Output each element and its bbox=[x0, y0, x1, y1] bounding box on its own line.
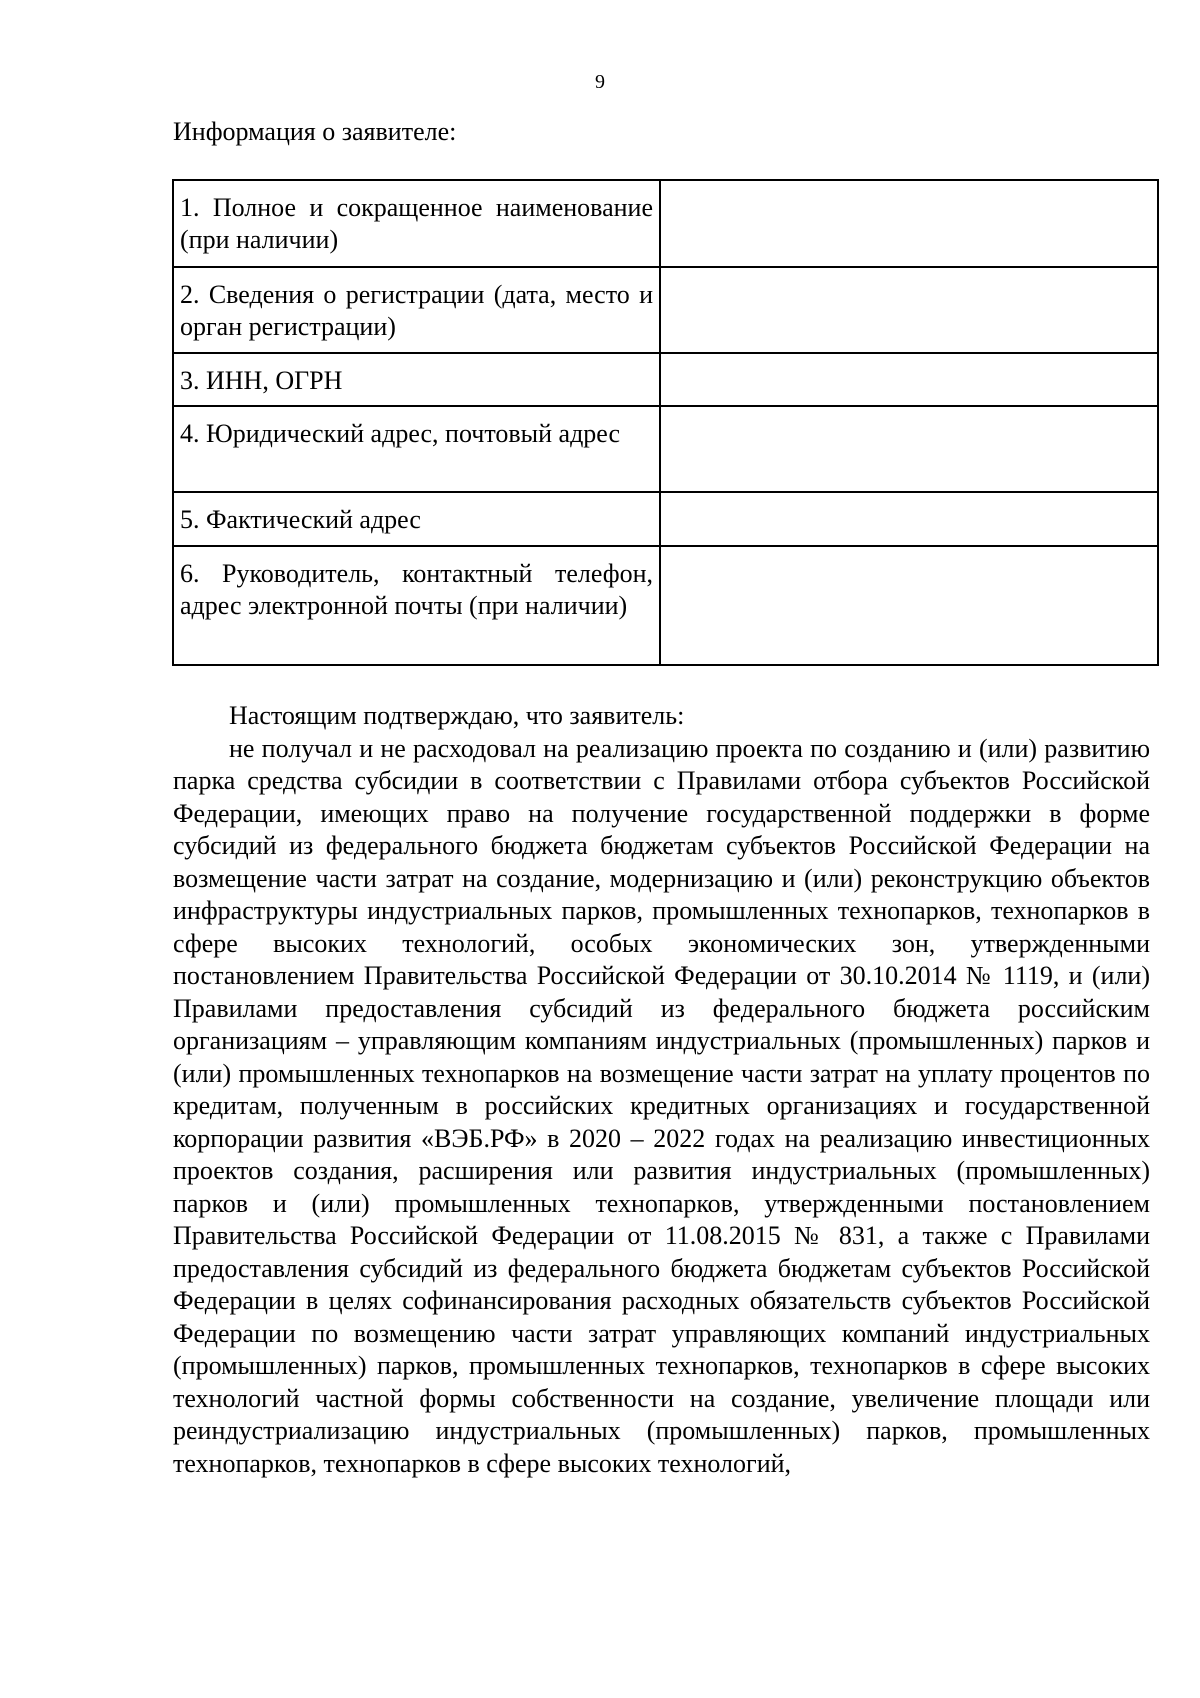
row-value-field[interactable] bbox=[660, 406, 1158, 492]
table-row bbox=[173, 267, 1158, 353]
table-row bbox=[173, 353, 1158, 406]
confirmation-lead: Настоящим подтверждаю, что заявитель: bbox=[229, 701, 685, 730]
table-row bbox=[173, 180, 1158, 267]
table-row bbox=[173, 492, 1158, 546]
row-label: 6. Руководитель, контактный телефон, адрес электронной почты (при наличии) bbox=[173, 546, 660, 665]
row-label: 2. Сведения о регистрации (дата, место и орган регистрации) bbox=[173, 267, 660, 353]
table-row bbox=[173, 546, 1158, 665]
applicant-info-table bbox=[172, 179, 1159, 666]
page-number: 9 bbox=[595, 71, 605, 93]
row-value-field[interactable] bbox=[660, 267, 1158, 353]
row-value-field[interactable] bbox=[660, 353, 1158, 406]
row-value-field[interactable] bbox=[660, 180, 1158, 267]
row-value-field[interactable] bbox=[660, 492, 1158, 546]
row-label: 3. ИНН, ОГРН bbox=[173, 353, 660, 406]
table-row bbox=[173, 406, 1158, 492]
confirmation-paragraph: не получал и не расходовал на реализацию проекта по созданию и (или) развитию парка средства субсидии в соответствии с Правилами отбора субъектов Российской Федерации, имеющих право на получение государственной поддержки в форме субсидий из федерального бюджета бюджетам субъектов Российской Федерации на возмещение части затрат на создание, модернизацию и (или) реконструкцию объектов инфраструктуры индустриальных парков, промышленных технопарков, технопарков в сфере высоких технологий, особых экономических зон, утвержденными постановлением Правительства Российской Федерации от 30.10.2014 № 1119, и (или) Правилами предоставления субсидий из федерального бюджета российским организациям – управляющим компаниям индустриальных (промышленных) парков и (или) промышленных технопарков на возмещение части затрат на уплату процентов по кредитам, полученным в российских кредитных организациях и государственной корпорации развития «ВЭБ.РФ» в 2020 – 2022 годах на реализацию инвестиционных проектов создания, расширения или развития индустриальных (промышленных) парков и (или) промышленных технопарков, утвержденными постановлением Правительства Российской Федерации от 11.08.2015 № 831, а также с Правилами предоставления субсидий из федерального бюджета бюджетам субъектов Российской Федерации в целях софинансирования расходных обязательств субъектов Российской Федерации по возмещению части затрат управляющих компаний индустриальных (промышленных) парков, промышленных технопарков, технопарков в сфере высоких технологий частной формы собственности на создание, увеличение площади или реиндустриализацию индустриальных (промышленных) парков, промышленных технопарков, технопарков в сфере высоких технологий, bbox=[173, 733, 1150, 1478]
confirmation-section bbox=[173, 700, 1150, 1480]
row-value-field[interactable] bbox=[660, 546, 1158, 665]
row-label: 5. Фактический адрес bbox=[173, 492, 660, 546]
row-label: 1. Полное и сокращенное наименование (при наличии) bbox=[173, 180, 660, 267]
section-title: Информация о заявителе: bbox=[173, 117, 457, 146]
row-label: 4. Юридический адрес, почтовый адрес bbox=[173, 406, 660, 492]
